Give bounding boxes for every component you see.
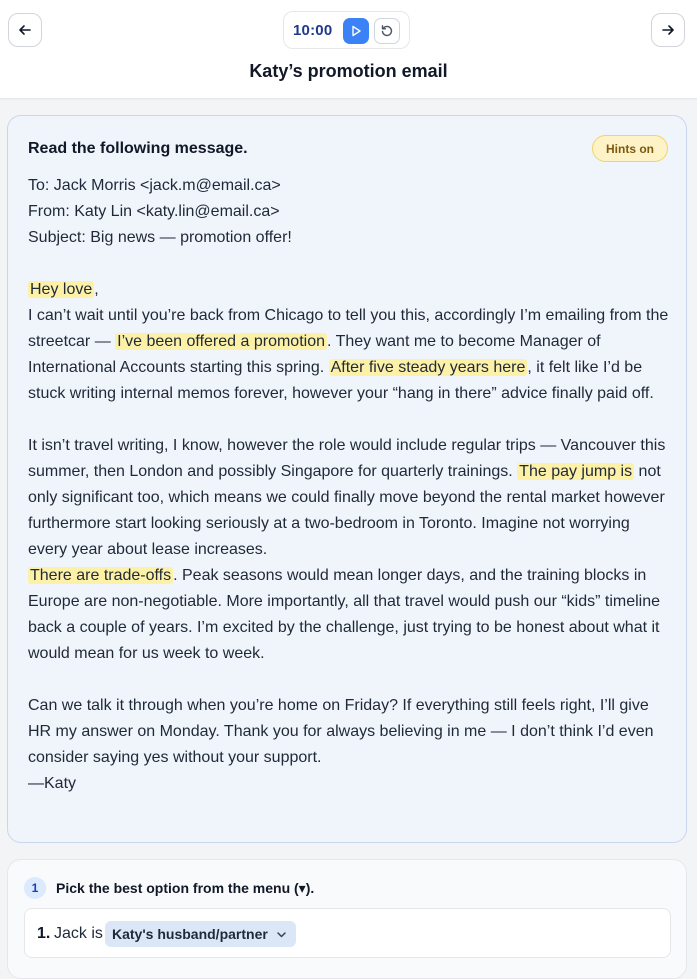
- reset-icon: [380, 24, 394, 38]
- text-span: . They want me to become Manager of International Accounts starting this spring.: [28, 333, 601, 376]
- email-to-line: To: Jack Morris <jack.m@email.ca>: [28, 177, 281, 194]
- email-paragraph-4: Can we talk it through when you’re home on Friday? If everything still feels right, I’ll give HR my answer on Monday. Thank you for always believing in me — I don’t think I’d even consider saying yes without your support.: [28, 697, 654, 766]
- email-paragraph-1: [28, 277, 670, 303]
- next-button[interactable]: [651, 13, 685, 47]
- dropdown-selected-value: Katy's husband/partner: [112, 926, 268, 942]
- text-span: . Peak seasons would mean longer days, and the training blocks in Europe are non-negotiable. More importantly, all that travel would push our “kids” timeline back a couple of years. I’m excited by the challenge, just trying to be honest about what it would mean for us week to week.: [28, 567, 661, 662]
- text-span: not only significant too, which means we could finally move beyond the rental market however furthermore start looking seriously at a two-bedroom in Toronto. Imagine not worrying every year about lease increases.: [28, 463, 665, 558]
- email-paragraph-2: [28, 433, 670, 563]
- hints-toggle[interactable]: Hints on: [592, 135, 668, 162]
- text-span: It isn’t travel writing, I know, however the role would include regular trips — Vancouver this summer, then London and possibly Singapore for quarterly trainings.: [28, 437, 666, 480]
- answer-row: [24, 908, 671, 958]
- question-number-badge: 1: [24, 877, 46, 899]
- back-button[interactable]: [8, 13, 42, 47]
- reading-passage-card: [7, 115, 687, 843]
- answer-dropdown[interactable]: [105, 921, 296, 947]
- highlight-trade-offs: There are trade-offs: [30, 567, 172, 584]
- text-span: ,: [94, 281, 99, 298]
- email-subject-line: Subject: Big news — promotion offer!: [28, 229, 292, 246]
- reading-heading: Read the following message.: [28, 140, 248, 157]
- item-number: 1.: [37, 925, 51, 942]
- highlight-pay-jump: The pay jump is: [519, 463, 633, 480]
- highlight-five-years: After five steady years here: [330, 359, 526, 376]
- arrow-right-icon: [661, 23, 675, 37]
- item-text: Jack is: [54, 925, 103, 942]
- chevron-down-icon: [276, 929, 287, 940]
- question-instruction: Pick the best option from the menu (▾).: [56, 880, 315, 896]
- timer-control: [283, 11, 410, 49]
- question-card: [7, 859, 687, 979]
- email-body: [28, 173, 670, 797]
- play-button[interactable]: [343, 18, 369, 44]
- text-span: , it felt like I’d be stuck writing internal memos forever, however your “hang in there” advice finally paid off.: [28, 359, 654, 402]
- page-title: Katy’s promotion email: [249, 61, 448, 81]
- email-from-line: From: Katy Lin <katy.lin@email.ca>: [28, 203, 280, 220]
- timer-display: 10:00: [293, 22, 333, 39]
- highlight-promotion: I’ve been offered a promotion: [117, 333, 325, 350]
- email-paragraph-3: [28, 563, 670, 667]
- text-span: I can’t wait until you’re back from Chicago to tell you this, accordingly I’m emailing from the streetcar —: [28, 307, 669, 350]
- email-paragraph-1b: [28, 303, 670, 407]
- email-signature: —Katy: [28, 775, 77, 792]
- highlight-greeting: Hey love: [30, 281, 93, 298]
- arrow-left-icon: [18, 23, 32, 37]
- reset-button[interactable]: [374, 18, 400, 44]
- top-bar: [0, 0, 697, 99]
- play-icon: [350, 25, 362, 37]
